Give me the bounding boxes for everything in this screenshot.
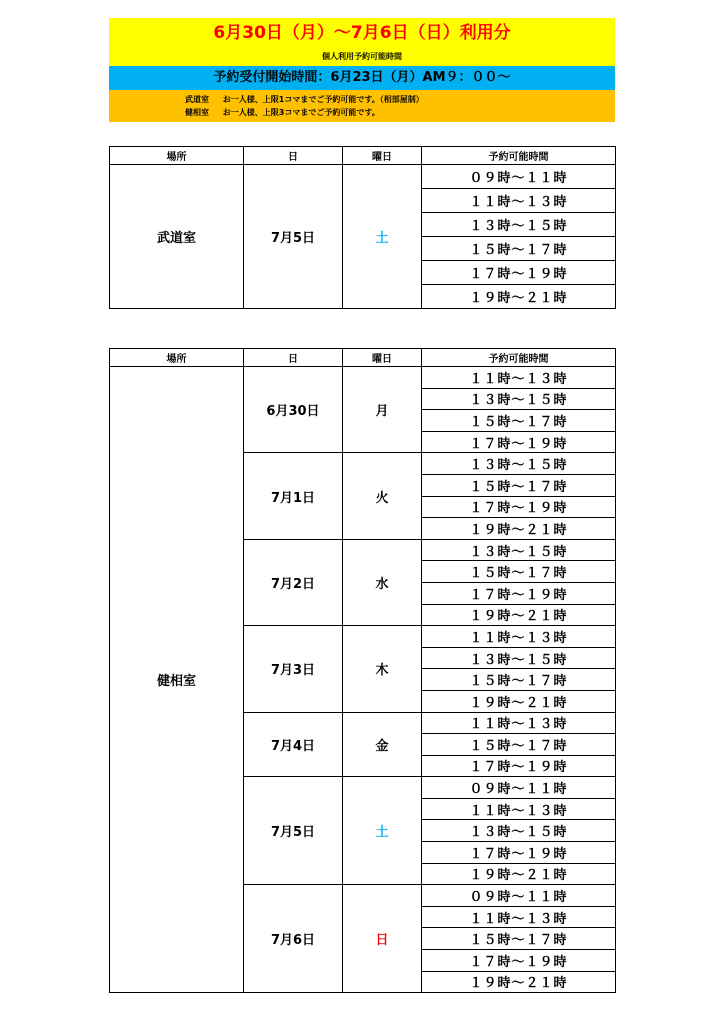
- time-slot-cell: １７時～１９時: [422, 755, 616, 777]
- weekday-cell: 木: [343, 626, 422, 712]
- time-slot-cell: １７時～１９時: [422, 431, 616, 453]
- time-slot-cell: １３時～１５時: [422, 647, 616, 669]
- weekday-cell: 水: [343, 539, 422, 625]
- time-slot-cell: １３時～１５時: [422, 453, 616, 475]
- table-header-row: [110, 147, 616, 165]
- time-slot-cell: １７時～１９時: [422, 496, 616, 518]
- time-slot-cell: ０９時～１１時: [422, 777, 616, 799]
- note-line: [185, 93, 615, 106]
- time-slot-cell: １９時～２１時: [422, 518, 616, 540]
- weekday-cell: 金: [343, 712, 422, 777]
- date-cell: 7月4日: [244, 712, 343, 777]
- weekday-cell: 土: [343, 777, 422, 885]
- column-header-place: 場所: [110, 349, 244, 367]
- time-slot-cell: １５時～１７時: [422, 474, 616, 496]
- time-slot-cell: １３時～１５時: [422, 539, 616, 561]
- time-slot-cell: １１時～１３時: [422, 189, 616, 213]
- budo-room-schedule-table: [109, 146, 616, 309]
- column-header-weekday: 曜日: [343, 147, 422, 165]
- time-slot-cell: １９時～２１時: [422, 604, 616, 626]
- date-cell: 7月3日: [244, 626, 343, 712]
- table-row: [110, 165, 616, 189]
- time-slot-cell: ０９時～１１時: [422, 165, 616, 189]
- time-slot-cell: １３時～１５時: [422, 820, 616, 842]
- time-slot-cell: １７時～１９時: [422, 950, 616, 972]
- time-slot-cell: １１時～１３時: [422, 367, 616, 389]
- time-slot-cell: １９時～２１時: [422, 690, 616, 712]
- date-cell: 7月1日: [244, 453, 343, 539]
- date-cell: 7月5日: [244, 777, 343, 885]
- weekday-cell: 土: [343, 165, 422, 309]
- weekday-cell: 月: [343, 367, 422, 453]
- note-text: お一人様、上限3コマまでご予約可能です。: [222, 108, 380, 117]
- page-subtitle: 個人利用予約可能時間: [322, 52, 402, 61]
- time-slot-cell: １５時～１７時: [422, 734, 616, 756]
- time-slot-cell: １５時～１７時: [422, 561, 616, 583]
- notes-banner: [109, 90, 615, 122]
- time-slot-cell: １９時～２１時: [422, 971, 616, 993]
- column-header-date: 日: [244, 349, 343, 367]
- time-slot-cell: １７時～１９時: [422, 842, 616, 864]
- reservation-open-text: 予約受付開始時間：6月23日（月）AM９：００～: [213, 70, 511, 85]
- time-slot-cell: ０９時～１１時: [422, 885, 616, 907]
- date-cell: 6月30日: [244, 367, 343, 453]
- place-cell: 武道室: [110, 165, 244, 309]
- weekday-cell: 日: [343, 885, 422, 993]
- note-line: [185, 106, 615, 119]
- column-header-date: 日: [244, 147, 343, 165]
- column-header-place: 場所: [110, 147, 244, 165]
- time-slot-cell: １５時～１７時: [422, 237, 616, 261]
- table-header-row: [110, 349, 616, 367]
- weekday-cell: 火: [343, 453, 422, 539]
- time-slot-cell: １３時～１５時: [422, 213, 616, 237]
- title-banner: [109, 18, 615, 48]
- place-cell: 健相室: [110, 367, 244, 993]
- date-cell: 7月2日: [244, 539, 343, 625]
- date-cell: 7月5日: [244, 165, 343, 309]
- time-slot-cell: １５時～１７時: [422, 410, 616, 432]
- page-title: 6月30日（月）～7月6日（日）利用分: [213, 23, 511, 43]
- time-slot-cell: １５時～１７時: [422, 928, 616, 950]
- time-slot-cell: １９時～２１時: [422, 863, 616, 885]
- subtitle-banner: [109, 48, 615, 66]
- time-slot-cell: １１時～１３時: [422, 798, 616, 820]
- time-slot-cell: １７時～１９時: [422, 582, 616, 604]
- note-room: 健相室: [185, 108, 209, 117]
- time-slot-cell: １１時～１３時: [422, 626, 616, 648]
- date-cell: 7月6日: [244, 885, 343, 993]
- note-text: お一人様、上限1コマまでご予約可能です。（相部屋制）: [222, 95, 424, 104]
- time-slot-cell: １１時～１３時: [422, 712, 616, 734]
- note-room: 武道室: [185, 95, 209, 104]
- column-header-time: 予約可能時間: [422, 349, 616, 367]
- time-slot-cell: １１時～１３時: [422, 906, 616, 928]
- column-header-time: 予約可能時間: [422, 147, 616, 165]
- column-header-weekday: 曜日: [343, 349, 422, 367]
- reservation-open-banner: [109, 66, 615, 90]
- time-slot-cell: １５時～１７時: [422, 669, 616, 691]
- time-slot-cell: １９時～２１時: [422, 285, 616, 309]
- time-slot-cell: １３時～１５時: [422, 388, 616, 410]
- kenso-room-schedule-table: [109, 348, 616, 993]
- table-row: [110, 367, 616, 389]
- time-slot-cell: １７時～１９時: [422, 261, 616, 285]
